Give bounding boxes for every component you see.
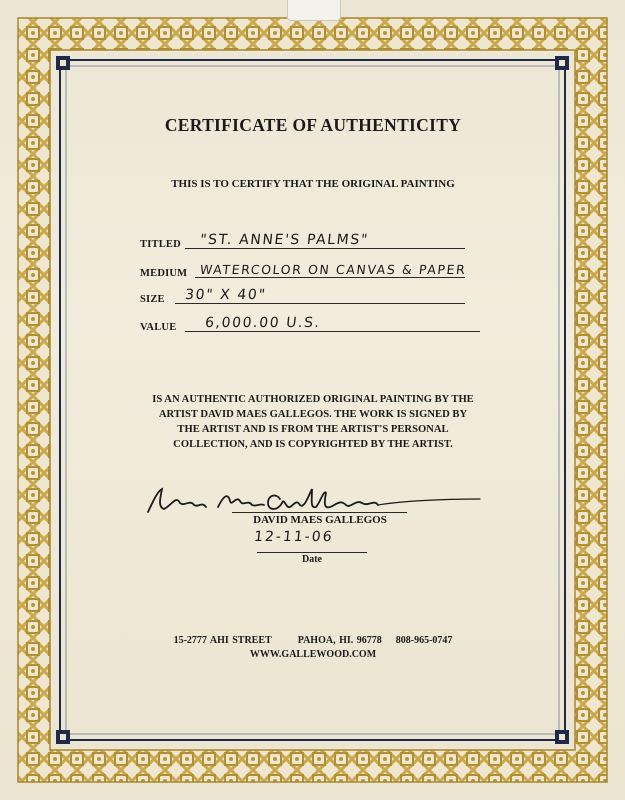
field-value-handwritten: 6,000.00 U.S. [204, 315, 322, 331]
paper-clip-tab [287, 0, 341, 21]
footer-phone: 808-965-0747 [395, 635, 453, 646]
footer-street: 15-2777 AHI STREET [173, 635, 272, 646]
field-label: SIZE [140, 294, 165, 305]
field-value [140, 313, 540, 335]
date-handwritten: 12-11-06 [253, 529, 335, 545]
field-label: TITLED [140, 239, 181, 250]
field-underline [175, 303, 465, 304]
statement-line: THE ARTIST AND IS FROM THE ARTIST'S PERSONAL [177, 424, 449, 435]
statement-line: IS AN AUTHENTIC AUTHORIZED ORIGINAL PAINTING BY THE [152, 394, 474, 405]
field-underline [185, 248, 465, 249]
field-medium [140, 259, 540, 281]
certificate-title: CERTIFICATE OF AUTHENTICITY [164, 115, 462, 135]
certificate-intro: THIS IS TO CERTIFY THAT THE ORIGINAL PAINTING [171, 178, 455, 190]
field-label: VALUE [140, 322, 177, 333]
field-underline [195, 277, 465, 278]
field-value-handwritten: WATERCOLOR ON CANVAS & PAPER [199, 262, 468, 277]
footer-website: WWW.GALLEWOOD.COM [249, 649, 377, 660]
field-value-handwritten: 30" X 40" [184, 287, 268, 303]
date-label: Date [302, 554, 322, 565]
statement-line: ARTIST DAVID MAES GALLEGOS. THE WORK IS SIGNED BY [158, 409, 468, 420]
authenticity-statement [102, 392, 524, 452]
certificate-body [82, 82, 544, 714]
footer-address [82, 635, 544, 646]
field-underline [185, 331, 480, 332]
statement-line: COLLECTION, AND IS COPYRIGHTED BY THE ARTIST. [173, 439, 453, 450]
field-titled [140, 230, 540, 252]
field-size [140, 285, 540, 307]
field-label: MEDIUM [140, 268, 188, 279]
date-line [257, 552, 367, 553]
field-value-handwritten: "ST. ANNE'S PALMS" [199, 232, 370, 248]
artist-printed-name: DAVID MAES GALLEGOS [253, 514, 387, 526]
signature-line [232, 512, 407, 513]
footer-city: PAHOA, HI. 96778 [297, 635, 382, 646]
